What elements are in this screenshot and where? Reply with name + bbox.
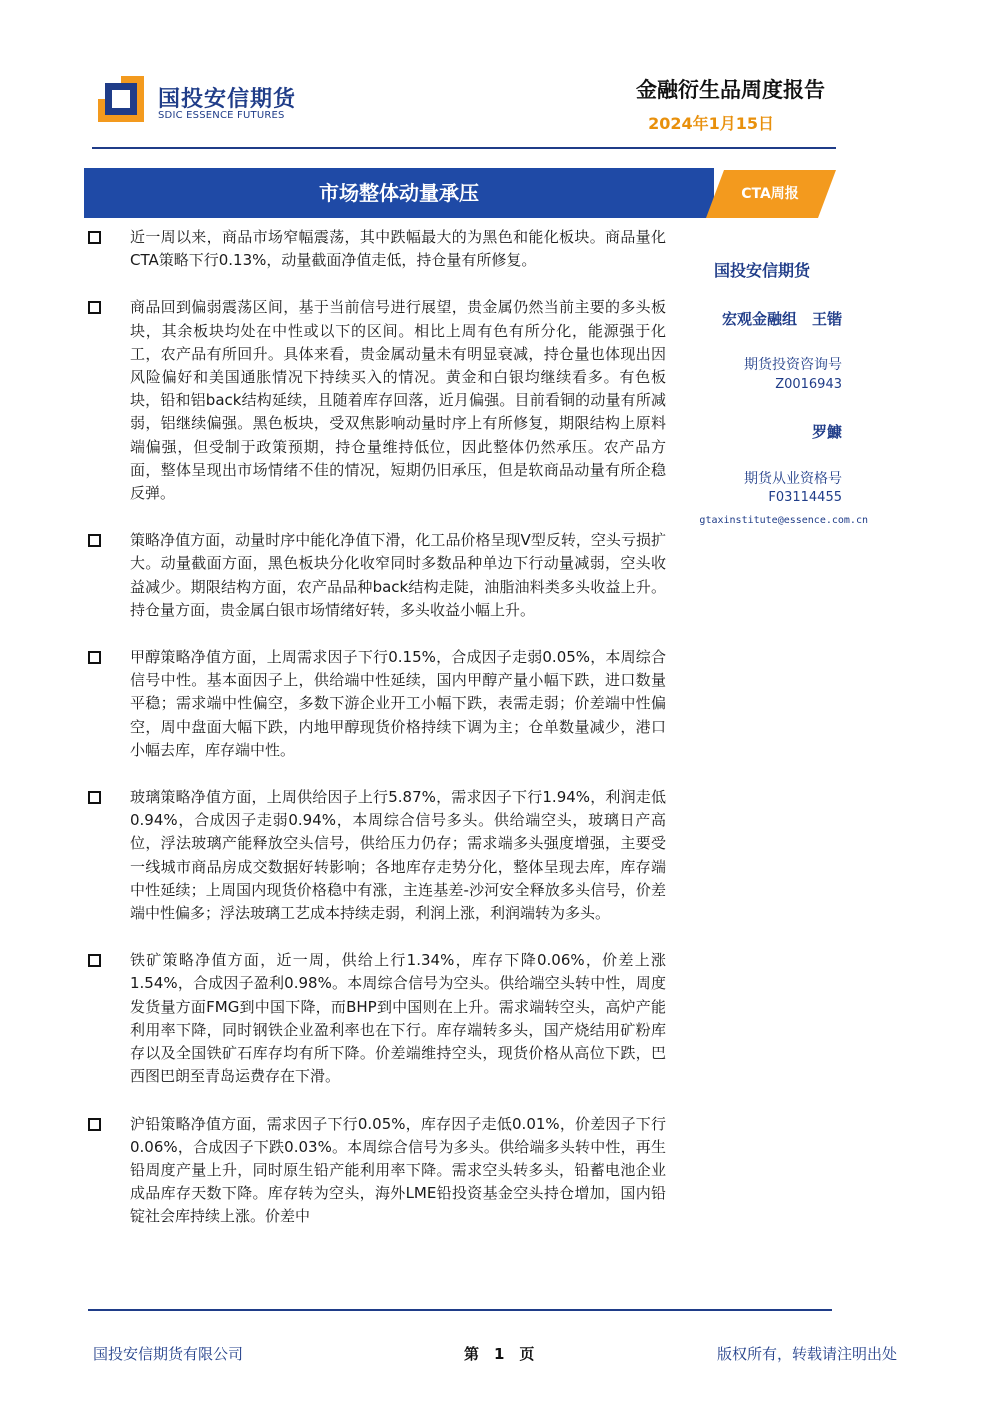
sidebar-organization: 国投安信期货: [713, 261, 810, 280]
paragraph-text: 甲醇策略净值方面，上周需求因子下行0.15%，合成因子走弱0.05%，本周综合信号中性。基本面因子上，供给端中性延续，国内甲醇产量小幅下跌，进口数量平稳；需求端中性偏空，多数下游企业开工小幅下跌，表需走弱；价差端中性偏空，周中盘面大幅下跌，内地甲醇现货价格持续下调为主；仓单数量减少，港口小幅去库，库存端中性。: [130, 648, 666, 759]
company-logo-mark-icon: [98, 76, 144, 122]
report-date: 2024年1月15日: [648, 114, 774, 133]
square-bullet-icon: [88, 231, 101, 244]
report-headline: 市场整体动量承压: [319, 181, 479, 205]
paragraph-6: [88, 949, 666, 1088]
footer-divider: [88, 1309, 832, 1311]
report-type-title: 金融衍生品周度报告: [636, 78, 825, 102]
paragraph-5: [88, 786, 666, 925]
footer-company: 国投安信期货有限公司: [93, 1345, 244, 1363]
paragraph-text: 玻璃策略净值方面，上周供给因子上行5.87%，需求因子下行1.94%，利润走低0.94%，合成因子走弱0.94%，本周综合信号多头。供给端空头，玻璃日产高位，浮法玻璃产能释放空头信号，供给压力仍存；需求端多头强度增强，主要受一线城市商品房成交数据好转影响；各地库存走势分化，整体呈现去库，库存端中性延续；上周国内现货价格稳中有涨，主连基差-沙河安全释放多头信号，价差端中性偏多；浮法玻璃工艺成本持续走弱，利润上涨，利润端转为多头。: [130, 788, 666, 923]
second-author: 罗鱇: [811, 423, 842, 441]
report-body: [88, 226, 666, 1229]
license-label-2: 期货从业资格号: [744, 471, 842, 487]
sidebar-group-author: 宏观金融组 王锴: [721, 310, 842, 328]
square-bullet-icon: [88, 954, 101, 967]
square-bullet-icon: [88, 534, 101, 547]
paragraph-1: [88, 226, 666, 272]
header-divider: [92, 147, 836, 149]
license-label-1: 期货投资咨询号: [744, 357, 842, 373]
license-number-2: F03114455: [768, 490, 842, 505]
license-number-1: Z0016943: [775, 377, 842, 392]
square-bullet-icon: [88, 791, 101, 804]
page-number: 第 1 页: [464, 1345, 535, 1363]
footer-copyright: 版权所有，转载请注明出处: [716, 1345, 897, 1363]
paragraph-3: [88, 529, 666, 622]
contact-email-link[interactable]: gtaxinstitute@essence.com.cn: [699, 515, 868, 526]
category-tag-label: CTA周报: [741, 186, 799, 202]
paragraph-text: 沪铅策略净值方面，需求因子下行0.05%，库存因子走低0.01%，价差因子下行0.06%，合成因子下跌0.03%。本周综合信号为多头。供给端多头转中性，再生铅周度产量上升，同时原生铅产能利用率下降。需求空头转多头，铅蓄电池企业成品库存天数下降。库存转为空头，海外LME铅投资基金空头持仓增加，国内铅锭社会库持续上涨。价差中: [130, 1114, 666, 1226]
square-bullet-icon: [88, 301, 101, 314]
paragraph-text: 铁矿策略净值方面，近一周，供给上行1.34%，库存下降0.06%，价差上涨1.54%，合成因子盈利0.98%。本周综合信号为空头。供给端空头转中性，周度发货量方面FMG到中国下降，而BHP到中国则在上升。需求端转空头，高炉产能利用率下降，同时钢铁企业盈利率也在下行。库存端转多头，国产烧结用矿粉库存以及全国铁矿石库存均有所下降。价差端维持空头，现货价格从高位下跌，巴西图巴朗至青岛运费存在下滑。: [130, 951, 666, 1086]
square-bullet-icon: [88, 651, 101, 664]
paragraph-2: [88, 296, 666, 505]
logo-chinese-name: 国投安信期货: [158, 87, 297, 112]
square-bullet-icon: [88, 1118, 101, 1131]
paragraph-text: 商品回到偏弱震荡区间，基于当前信号进行展望，贵金属仍然当前主要的多头板块，其余板块均处在中性或以下的区间。相比上周有色有所分化，能源强于化工，农产品有所回升。具体来看，贵金属动量未有明显衰减，持仓量也体现出因风险偏好和美国通胀情况下持续买入的情况。黄金和白银均继续看多。有色板块，铅和铝back结构延续，且随着库存回落，近月偏强。目前看铜的动量有所减弱，铝继续偏强。黑色板块，受双焦影响动量时序上有所修复，期限结构上原料端偏强，但受制于政策预期，持仓量维持低位，因此整体仍然承压。农产品方面，整体呈现出市场情绪不佳的情况，短期仍旧承压，但是软商品动量有所企稳反弹。: [130, 298, 666, 503]
paragraph-text: 策略净值方面，动量时序中能化净值下滑，化工品价格呈现V型反转，空头亏损扩大。动量截面方面，黑色板块分化收窄同时多数品种单边下行动量减弱，空头收益减少。期限结构方面，农产品品种back结构走陡，油脂油料类多头收益上升。持仓量方面，贵金属白银市场情绪好转，多头收益小幅上升。: [130, 531, 666, 619]
company-logo: [98, 72, 298, 128]
logo-english-name: SDIC ESSENCE FUTURES: [158, 110, 285, 121]
paragraph-text: 近一周以来，商品市场窄幅震荡，其中跌幅最大的为黑色和能化板块。商品量化CTA策略下行0.13%，动量截面净值走低，持仓量有所修复。: [130, 228, 666, 270]
paragraph-4: [88, 646, 666, 762]
paragraph-7: [88, 1113, 666, 1229]
